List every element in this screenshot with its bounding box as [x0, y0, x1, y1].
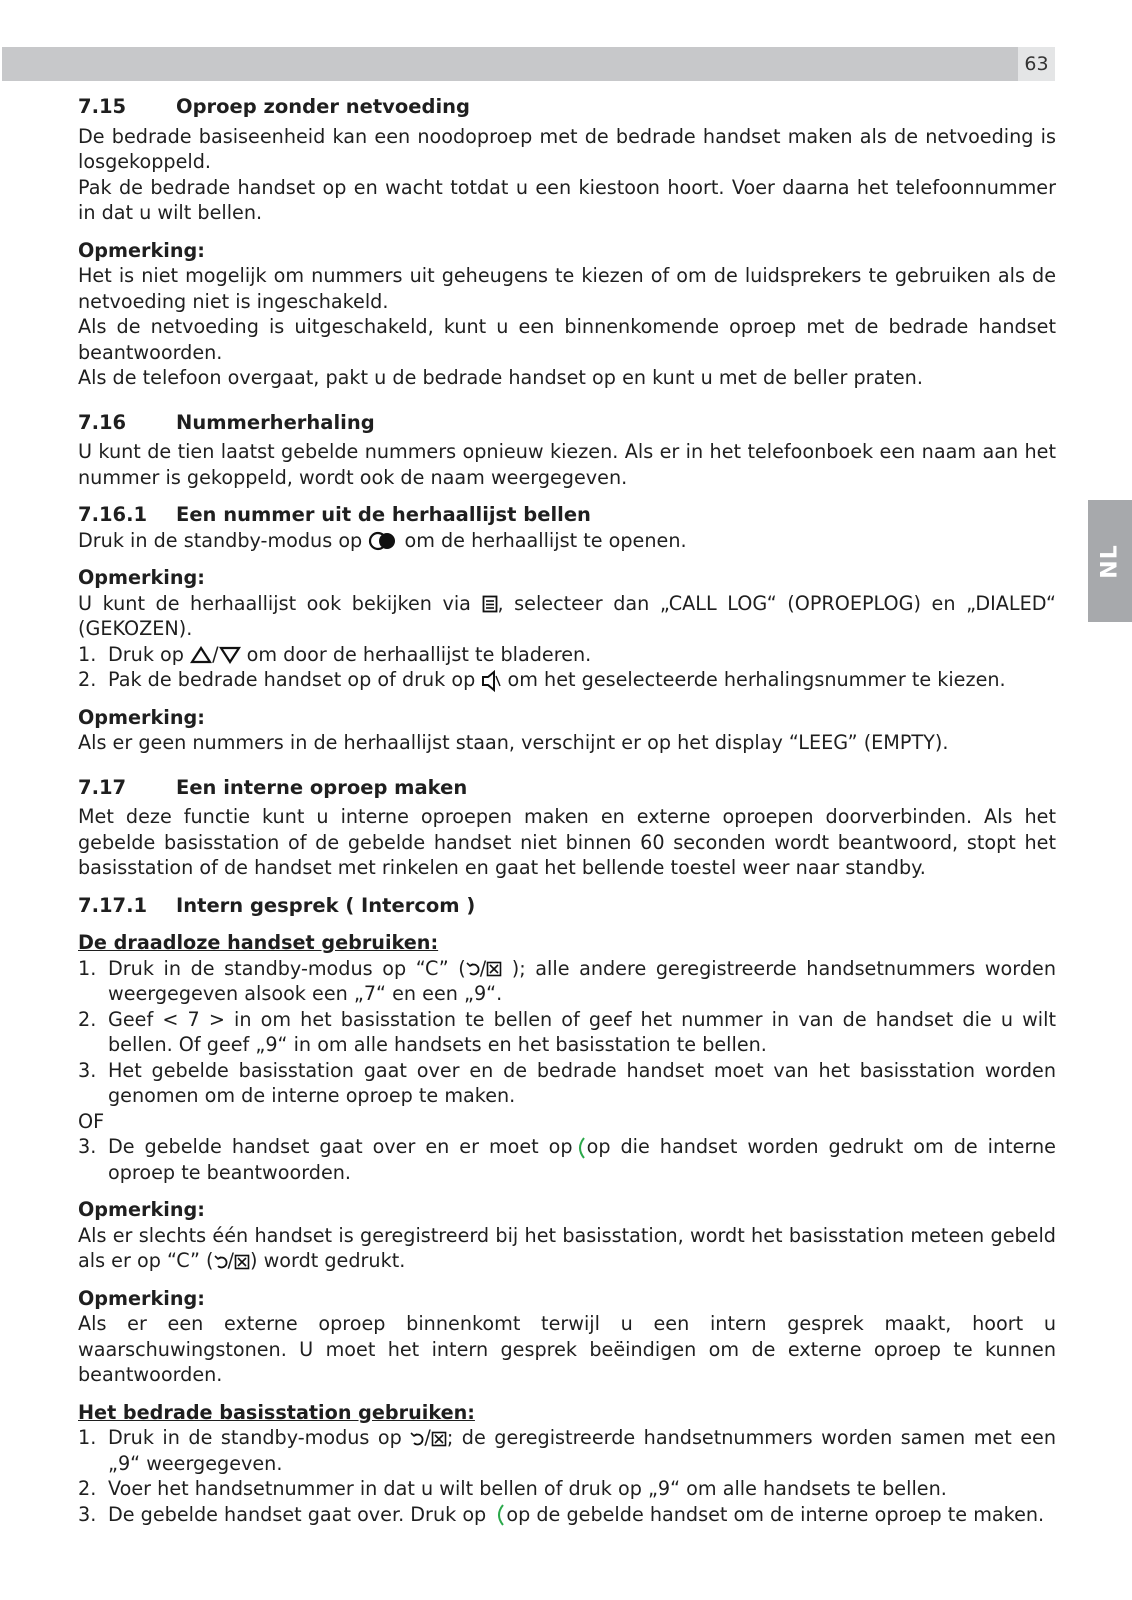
text: op de gebelde handset om de interne oproep te maken.: [506, 1502, 1045, 1526]
section-title: Nummerherhaling: [176, 410, 375, 434]
clear-icon: [234, 1254, 250, 1270]
list-number: 1.: [78, 1426, 97, 1449]
header-bar: [2, 47, 1018, 81]
page-content: [78, 94, 1056, 1527]
redial-icon: [368, 531, 398, 551]
list-item: [78, 1134, 1056, 1185]
list-item: 1. Druk op / om door de herhaallijst te bladeren.: [78, 642, 592, 666]
list-item: [78, 1058, 1056, 1109]
text: om de herhaallijst te openen.: [404, 528, 687, 552]
section-number: 7.16.1: [78, 503, 148, 526]
list-item: [78, 667, 1056, 693]
steps-list: [78, 1134, 1056, 1185]
language-tab-label: NL: [1097, 543, 1123, 579]
language-tab: [1088, 500, 1132, 622]
text: op die handset worden gedrukt om de interne oproep te beantwoorden.: [108, 1135, 1056, 1184]
section-heading-7-17-1: [78, 893, 1056, 919]
paragraph: [78, 591, 1056, 642]
list-number: 1.: [78, 642, 97, 666]
paragraph: [78, 528, 1056, 554]
section-number: 7.17: [78, 775, 127, 799]
back-icon: [466, 961, 480, 977]
note-label: Opmerking:: [78, 566, 205, 589]
clear-icon: [486, 961, 502, 977]
text: , selecteer dan „CALL LOG“ (OPROEPLOG) en „DIALED“ (GEKOZEN).: [78, 591, 1056, 640]
text: De gebelde handset gaat over en er moet op: [108, 1135, 573, 1158]
section-title: Een interne oproep maken: [176, 775, 468, 799]
text: Geef < 7 > in om het basisstation te bellen of geef het nummer in van de handset die u wilt bellen. Of geef „9“ in om alle handsets en het basisstation te bellen.: [108, 1007, 1056, 1056]
note-label: Opmerking:: [78, 1286, 205, 1310]
text: U kunt de herhaallijst ook bekijken via: [78, 591, 471, 615]
note-label: Opmerking:: [78, 705, 205, 729]
menu-icon: [482, 595, 498, 613]
steps-list: [78, 1425, 1056, 1527]
text: Druk in de standby-modus op: [78, 528, 363, 552]
clear-icon: [431, 1431, 447, 1447]
text: Voer het handsetnummer in dat u wilt bellen of druk op „9“ om alle handsets te bellen.: [108, 1477, 947, 1500]
down-arrow-icon: [219, 646, 241, 664]
back-icon: [214, 1254, 228, 1270]
section-number: 7.17.1: [78, 893, 148, 917]
list-item: [78, 1476, 1056, 1502]
subheading: De draadloze handset gebruiken:: [78, 931, 439, 954]
list-number: 3.: [78, 1058, 97, 1082]
up-arrow-icon: [190, 646, 212, 664]
section-number: 7.15: [78, 95, 127, 118]
paragraph: U kunt de tien laatst gebelde nummers opnieuw kiezen. Als er in het telefoonboek een naam aan het nummer is gekoppeld, wordt ook de naam weergegeven.: [78, 440, 1056, 489]
paragraph: Pak de bedrade handset op en wacht totdat u een kiestoon hoort. Voer daarna het telefoonnummer in dat u wilt bellen.: [78, 175, 1056, 224]
note-label: Opmerking:: [78, 1198, 205, 1221]
section-heading-7-16-1: [78, 502, 1056, 528]
list-number: 3.: [78, 1135, 97, 1158]
page-number: 63: [1018, 47, 1055, 81]
text: Het gebelde basisstation gaat over en de bedrade handset moet van het basisstation worden genomen om de interne oproep te maken.: [108, 1058, 1056, 1107]
text: ); alle andere geregistreerde handsetnummers worden weergegeven alsook een „7“ en een „9“.: [108, 956, 1056, 1005]
list-number: 2.: [78, 1007, 97, 1031]
list-item: 1. Druk in de standby-modus op / ; de geregistreerde handsetnummers worden samen met een „9“ weergegeven.: [78, 1426, 1056, 1475]
list-item: [78, 1007, 1056, 1058]
text: ) wordt gedrukt.: [250, 1249, 406, 1272]
or-label: OF: [78, 1109, 105, 1133]
section-title: Intern gesprek ( Intercom ): [176, 893, 476, 917]
section-heading-7-16: [78, 410, 1056, 436]
note-label: Opmerking:: [78, 238, 205, 262]
paragraph: Als de telefoon overgaat, pakt u de bedrade handset op en kunt u met de beller praten.: [78, 366, 923, 389]
text: ; de geregistreerde handsetnummers worden samen met een „9“ weergegeven.: [108, 1426, 1056, 1475]
text: Druk in de standby-modus op “C” (: [108, 956, 466, 980]
steps-list: [78, 642, 1056, 693]
paragraph: Als er geen nummers in de herhaallijst staan, verschijnt er op het display “LEEG” (EMPTY).: [78, 731, 949, 754]
section-heading-7-15: [78, 94, 1056, 120]
talk-icon: [573, 1136, 587, 1160]
list-number: 3.: [78, 1502, 97, 1526]
text: Druk op: [108, 642, 184, 666]
section-title: Oproep zonder netvoeding: [176, 95, 470, 118]
talk-icon: [492, 1503, 506, 1527]
speaker-icon: [481, 670, 501, 692]
text: om door de herhaallijst te bladeren.: [246, 642, 592, 666]
text: Pak de bedrade handset op of druk op: [108, 668, 476, 691]
subheading: Het bedrade basisstation gebruiken:: [78, 1400, 475, 1424]
paragraph: Met deze functie kunt u interne oproepen maken en externe oproepen doorverbinden. Als het gebelde basisstation of de gebelde handset niet binnen 60 seconden wordt beantwoord, stopt het basisstation of de handset met rinkelen en gaat het bellende toestel weer naar standby.: [78, 805, 1056, 879]
paragraph: Als er een externe oproep binnenkomt terwijl u een intern gesprek maakt, hoort u waarschuwingstonen. U moet het intern gesprek beëindigen om de externe oproep te kunnen beantwoorden.: [78, 1312, 1056, 1386]
section-heading-7-17: [78, 775, 1056, 801]
back-icon: [410, 1431, 424, 1447]
paragraph: Als er slechts één handset is geregistreerd bij het basisstation, wordt het basisstation meteen gebeld als er op “C” ( / ) wordt gedrukt.: [78, 1223, 1056, 1272]
paragraph: Het is niet mogelijk om nummers uit geheugens te kiezen of om de luidsprekers te gebruiken als de netvoeding niet is ingeschakeld.: [78, 264, 1056, 313]
text: Als er slechts één handset is geregistreerd bij het basisstation, wordt het basisstation meteen gebeld als er op “C” (: [78, 1223, 1056, 1272]
list-number: 2.: [78, 668, 97, 691]
steps-list: [78, 956, 1056, 1109]
list-number: 1.: [78, 956, 97, 980]
list-item: 1. Druk in de standby-modus op “C” ( / ); alle andere geregistreerde handsetnummers worden weergegeven alsook een „7“ en een „9“.: [78, 956, 1056, 1005]
text: Druk in de standby-modus op: [108, 1426, 402, 1449]
paragraph: Als de netvoeding is uitgeschakeld, kunt u een binnenkomende oproep met de bedrade handset beantwoorden.: [78, 315, 1056, 364]
paragraph: De bedrade basiseenheid kan een noodoproep met de bedrade handset maken als de netvoeding is losgekoppeld.: [78, 124, 1056, 173]
text: om het geselecteerde herhalingsnummer te kiezen.: [507, 668, 1006, 691]
section-title: Een nummer uit de herhaallijst bellen: [176, 503, 591, 526]
list-item: [78, 1502, 1056, 1528]
list-number: 2.: [78, 1477, 97, 1500]
text: De gebelde handset gaat over. Druk op: [108, 1502, 487, 1526]
section-number: 7.16: [78, 410, 127, 434]
